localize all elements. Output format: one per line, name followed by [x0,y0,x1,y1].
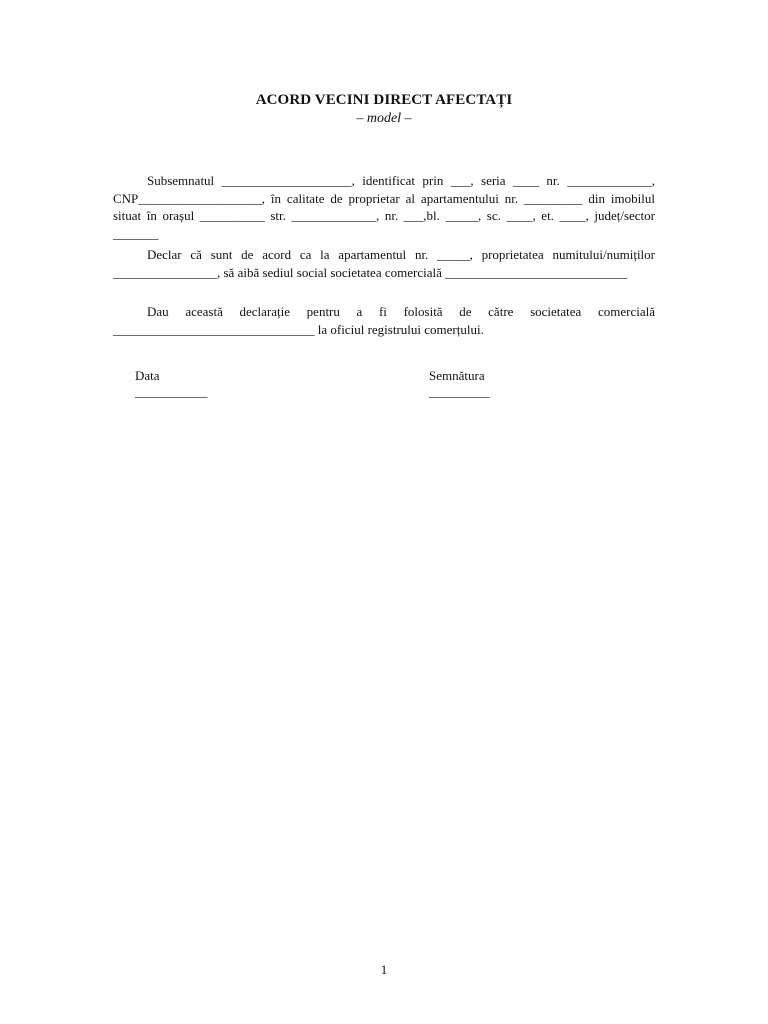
signature-line: __________ [429,384,489,399]
date-label: Data [135,368,160,383]
signature-label: Semnătura [429,368,485,383]
paragraph-text: Dau această declarație pentru a fi folosită de către societatea comercială _______________________________ la oficiul registrului comerțului. [113,304,655,337]
paragraph-agreement [113,246,655,281]
document-title: ACORD VECINI DIRECT AFECTAȚI [255,92,513,108]
date-line: ____________ [135,384,207,399]
document-subtitle: – model – [356,111,412,126]
paragraph-text: Subsemnatul ____________________, identificat prin ___, seria ____ nr. _____________, CNP___________________, în calitate de proprietar al apartamentului nr. _________ din imobilul situat în orașul __________ str. _____________, nr. ___,bl. _____, sc. ____, et. ____, județ/sector _______ [113,173,655,241]
paragraph-purpose [113,303,655,338]
paragraph-identification [113,172,655,242]
page-number: 1 [380,962,388,977]
paragraph-text: Declar că sunt de acord ca la apartamentul nr. _____, proprietatea numitului/numiților ________________, să aibă sediul social societatea comercială ____________________________ [113,247,655,280]
